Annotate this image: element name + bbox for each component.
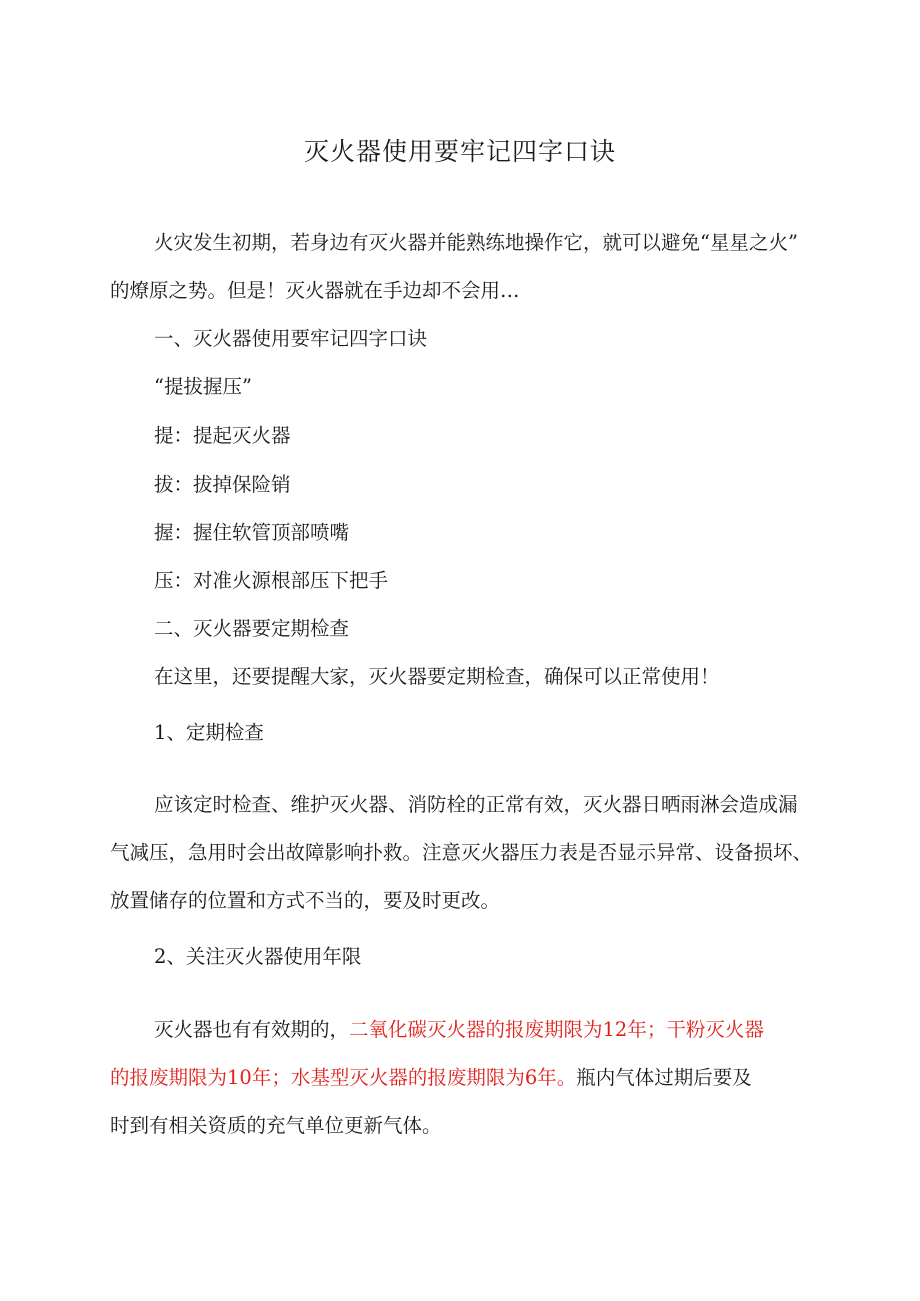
step-lift: 提：提起灭火器 — [154, 424, 291, 447]
step-pull: 拔：拔掉保险销 — [154, 473, 291, 496]
intro-line-1: 火灾发生初期，若身边有灭火器并能熟练地操作它，就可以避免“星星之火” — [154, 231, 798, 254]
subsection-1-line-1: 应该定时检查、维护灭火器、消防栓的正常有效，灭火器日晒雨淋会造成漏 — [154, 793, 798, 816]
step-press: 压：对准火源根部压下把手 — [154, 569, 389, 592]
section-1-heading: 一、灭火器使用要牢记四字口诀 — [154, 327, 428, 350]
subsection-2-line-2-plain: 瓶内气体过期后要及 — [576, 1066, 752, 1089]
reminder-text: 在这里，还要提醒大家，灭火器要定期检查，确保可以正常使用！ — [154, 665, 720, 688]
document-title: 灭火器使用要牢记四字口诀 — [303, 137, 616, 166]
subsection-2-line-2-highlight: 的报废期限为10年；水基型灭火器的报废期限为6年。 — [110, 1066, 577, 1089]
intro-line-2: 的燎原之势。但是！灭火器就在手边却不会用… — [110, 279, 520, 302]
section-2-heading: 二、灭火器要定期检查 — [154, 617, 350, 640]
subsection-1-line-2: 气减压，急用时会出故障影响扑救。注意灭火器压力表是否显示异常、设备损坏、 — [110, 841, 813, 864]
subsection-2-line-1-plain: 灭火器也有有效期的， — [154, 1018, 350, 1041]
subsection-1-heading: 1、定期检查 — [154, 721, 264, 744]
subsection-2-line-1 — [154, 1006, 859, 1054]
step-grip: 握：握住软管顶部喷嘴 — [154, 521, 350, 544]
mnemonic: “提拔握压” — [154, 375, 252, 398]
subsection-2-line-1-highlight: 二氧化碳灭火器的报废期限为12年；干粉灭火器 — [349, 1018, 764, 1041]
subsection-2-line-3: 时到有相关资质的充气单位更新气体。 — [110, 1114, 442, 1137]
subsection-1-line-3: 放置储存的位置和方式不当的，要及时更改。 — [110, 889, 501, 912]
subsection-2-line-2 — [110, 1054, 815, 1102]
subsection-2-heading: 2、关注灭火器使用年限 — [154, 945, 362, 968]
